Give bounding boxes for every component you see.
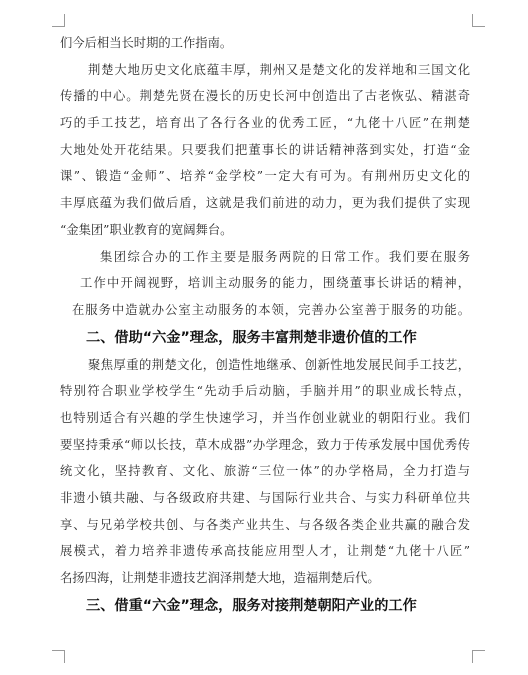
section-heading: 二、借助“六金”理念，服务丰富荆楚非遗价值的工作 [86,329,417,346]
document-page [60,30,470,620]
text-line: 统文化，坚持教育、文化、旅游“三位一体”的办学格局，全力打造与 [60,464,470,479]
text-line: 丰厚底蕴为我们做后盾，这就是我们前进的动力，更为我们提供了实现 [60,196,470,211]
text-line: 传播的中心。荆楚先贤在漫长的历史长河中创造出了古老恢弘、精湛奇 [60,89,470,104]
text-line: 名扬四海，让荆楚非遗技艺润泽荆楚大地，造福荆楚后代。 [60,571,380,586]
page-corner-mark-bottom-right [472,650,485,663]
text-line: 非遗小镇共融、与各级政府共建、与国际行业共合、与实力科研单位共 [60,491,470,505]
text-line: 也特别适合有兴趣的学生快速学习，并当作创业就业的朝阳行业。我们 [60,410,470,425]
text-line: 们今后相当长时期的工作指南。 [60,36,233,50]
text-line: 集团综合办的工作主要是服务两院的日常工作。我们要在服务 [100,249,470,264]
text-line: 特别符合职业学校学生“先动手后动脑，手脑并用”的职业成长特点， [60,384,470,399]
text-line: 巧的手工技艺，培育出了各行各业的优秀工匠，“九佬十八匠”在荆楚 [60,116,470,131]
section-heading: 三、借重“六金”理念，服务对接荆楚朝阳产业的工作 [86,597,417,614]
page-corner-mark-top-left [52,14,65,27]
text-line: 荆楚大地历史文化底蕴丰厚，荆州又是楚文化的发祥地和三国文化 [88,62,470,77]
text-line: 工作中开阔视野，培训主动服务的能力，围绕董事长讲话的精神， [80,276,470,291]
text-line: 要坚持秉承“师以长技，草木成器”办学理念，致力于传承发展中国优秀传 [60,437,470,452]
page-corner-mark-bottom-left [52,650,65,663]
text-line: 在服务中造就办公室主动服务的本领，完善办公室善于服务的功能。 [72,302,470,317]
text-line: 享、与兄弟学校共创、与各类产业共生、与各级各类企业共赢的融合发 [60,517,470,532]
text-line: 大地处处开花结果。只要我们把董事长的讲话精神落到实处，打造“金 [60,142,470,157]
page-corner-mark-top-right [472,14,485,27]
text-line: 课”、锻造“金师”、培养“金学校”一定大有可为。有荆州历史文化的 [60,169,470,184]
text-line: “金集团”职业教育的宽阔舞台。 [60,222,233,237]
text-line: 聚焦厚重的荆楚文化，创造性地继承、创新性地发展民间手工技艺， [88,357,470,372]
text-line: 展模式，着力培养非遗传承高技能应用型人才，让荆楚“九佬十八匠” [60,544,470,559]
